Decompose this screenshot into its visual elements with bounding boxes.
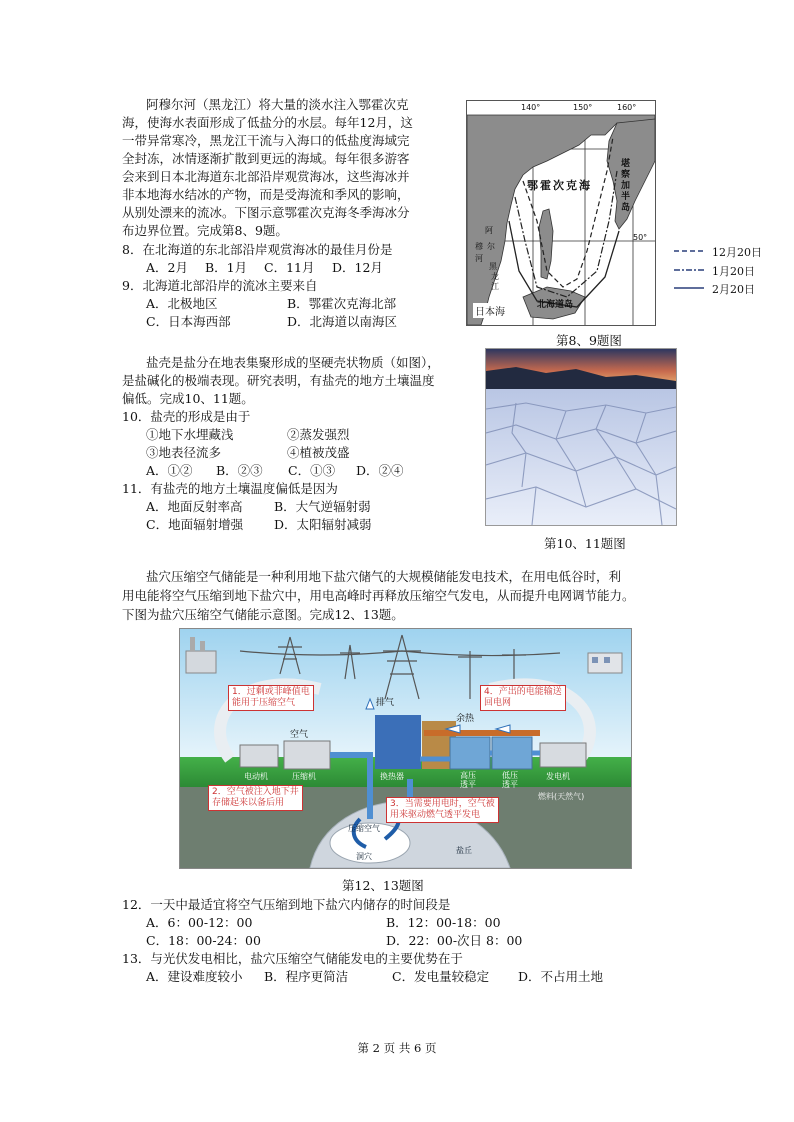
question-stem: 8．在北海道的东北部沿岸观赏海冰的最佳月份是 — [122, 242, 393, 257]
passage-1-line: 从别处漂来的流冰。下图示意鄂霍次克海冬季海冰分 — [122, 205, 410, 220]
option-c[interactable]: C．地面辐射增强 — [146, 517, 244, 532]
option-d[interactable]: D．太阳辐射减弱 — [274, 517, 372, 532]
waste-heat-label: 余热 — [456, 714, 475, 724]
option-a[interactable]: A．建设难度较小 — [146, 969, 243, 984]
question-stem: 11．有盐壳的地方土壤温度偏低是因为 — [122, 481, 338, 496]
generator-label: 发电机 — [546, 772, 570, 781]
salt-crust-photo — [485, 348, 677, 526]
legend-label: 12月20日 — [712, 246, 762, 259]
passage-1-line: 会来到日本北海道东北部沿岸观赏海冰，这些海冰并 — [122, 169, 410, 184]
sea-label: 鄂霍次克海 — [527, 179, 592, 192]
option-a[interactable]: A．地面反射率高 — [146, 499, 243, 514]
lon-label: 150° — [573, 103, 593, 112]
salt-dome-label: 盐丘 — [456, 846, 472, 855]
option-b[interactable]: B．程序更简洁 — [264, 969, 349, 984]
option-c[interactable]: C．发电量较稳定 — [392, 969, 490, 984]
river-label: 黑 — [489, 262, 497, 271]
air-in-label: 空气 — [290, 730, 309, 740]
option-b[interactable]: B．12：00-18：00 — [386, 915, 501, 930]
step-2-note: 2．空气被注入地下井 存储起来以备后用 — [208, 785, 303, 811]
map-caption: 第8、9题图 — [556, 333, 622, 348]
passage-2-line: 偏低。完成10、11题。 — [122, 391, 254, 406]
option-b[interactable]: B．鄂霍次克海北部 — [287, 296, 397, 311]
option-b[interactable]: B．大气逆辐射弱 — [274, 499, 371, 514]
statement-item: ③地表径流多 — [146, 445, 222, 460]
passage-1-line: 非本地海水结冰的产物，而是受海流和季风的影响， — [122, 187, 410, 202]
diagram-caption: 第12、13题图 — [342, 878, 424, 893]
option-a[interactable]: A．2月 — [146, 260, 188, 275]
step-3-note: 3．当需要用电时，空气被 用来驱动燃气透平发电 — [386, 797, 499, 823]
fuel-label: 燃料(天然气) — [538, 792, 585, 801]
legend-label: 2月20日 — [712, 283, 755, 296]
step-1-note: 1．过剩或非峰值电 能用于压缩空气 — [228, 685, 314, 711]
option-d[interactable]: D．不占用土地 — [518, 969, 604, 984]
passage-2-line: 是盐碱化的极端表现。研究表明，有盐壳的地方土壤温度 — [122, 373, 435, 388]
lp-turbine-label: 低压 透平 — [502, 771, 518, 789]
statement-item: ②蒸发强烈 — [287, 427, 350, 442]
question-stem: 9．北海道北部沿岸的流冰主要来自 — [122, 278, 318, 293]
legend-lines — [672, 244, 706, 294]
river-label: 河 — [475, 254, 483, 263]
river-label: 江 — [491, 282, 499, 291]
page-footer: 第 2 页 共 6 页 — [357, 1041, 437, 1055]
compressed-air-label: 压缩空气 — [348, 824, 380, 833]
caes-graphic — [180, 629, 631, 868]
option-a[interactable]: A．6：00-12：00 — [146, 915, 253, 930]
option-c[interactable]: C．①③ — [288, 463, 336, 478]
step-4-note: 4．产出的电能输送 回电网 — [480, 685, 566, 711]
passage-3-line: 用电能将空气压缩到地下盐穴中，用电高峰时再释放压缩空气发电，从而提升电网调节能力。 — [122, 588, 635, 603]
passage-3-line: 盐穴压缩空气储能是一种利用地下盐穴储气的大规模储能发电技术，在用电低谷时，利 — [146, 569, 622, 584]
option-a[interactable]: A．①② — [146, 463, 193, 478]
motor-label: 电动机 — [244, 772, 268, 781]
japan-sea-label: 日本海 — [473, 303, 507, 318]
question-stem: 13．与光伏发电相比，盐穴压缩空气储能发电的主要优势在于 — [122, 951, 463, 966]
question-stem: 10．盐壳的形成是由于 — [122, 409, 251, 424]
lon-label: 160° — [617, 103, 637, 112]
statement-item: ①地下水埋藏浅 — [146, 427, 234, 442]
lon-label: 140° — [521, 103, 541, 112]
hp-turbine-label: 高压 透平 — [460, 771, 476, 789]
river-label: 穆 — [475, 242, 483, 251]
peninsula-label: 堪察加半岛 — [621, 159, 631, 213]
caes-diagram — [179, 628, 632, 869]
option-b[interactable]: B．1月 — [205, 260, 248, 275]
option-d[interactable]: D．12月 — [332, 260, 383, 275]
option-c[interactable]: C．日本海西部 — [146, 314, 231, 329]
photo-caption: 第10、11题图 — [544, 536, 626, 551]
passage-1-line: 阿穆尔河（黑龙江）将大量的淡水注入鄂霍次克 — [146, 97, 409, 112]
river-label: 龙 — [491, 272, 499, 281]
option-c[interactable]: C．11月 — [264, 260, 315, 275]
question-stem: 12．一天中最适宜将空气压缩到地下盐穴内储存的时间段是 — [122, 897, 451, 912]
hokkaido-label: 北海道岛 — [537, 300, 574, 310]
river-label: 阿 — [485, 226, 493, 235]
statement-item: ④植被茂盛 — [287, 445, 350, 460]
option-a[interactable]: A．北极地区 — [146, 296, 218, 311]
passage-2-line: 盐壳是盐分在地表集聚形成的坚硬壳状物质（如图）， — [146, 355, 440, 370]
option-d[interactable]: D．22：00-次日 8：00 — [386, 933, 523, 948]
option-d[interactable]: D．②④ — [356, 463, 404, 478]
option-d[interactable]: D．北海道以南海区 — [287, 314, 398, 329]
exhaust-label: 排气 — [376, 698, 395, 708]
lat-label: 50° — [633, 233, 648, 242]
option-b[interactable]: B．②③ — [216, 463, 263, 478]
salt-crust-graphic — [486, 349, 676, 525]
passage-1-line: 全封冻，冰情逐渐扩散到更远的海域。每年很多游客 — [122, 151, 410, 166]
passage-1-line: 布边界位置。完成第8、9题。 — [122, 223, 288, 238]
river-label: 尔 — [487, 242, 495, 251]
passage-1-line: 一带异常寒冷，黑龙江干流与入海口的低盐度海域完 — [122, 133, 410, 148]
option-c[interactable]: C．18：00-24：00 — [146, 933, 261, 948]
cavern-label: 洞穴 — [356, 852, 372, 861]
okhotsk-ice-map — [466, 100, 656, 326]
compressor-label: 压缩机 — [292, 772, 316, 781]
legend-label: 1月20日 — [712, 265, 755, 278]
passage-1-line: 海，使海水表面形成了低盐分的水层。每年12月，这 — [122, 115, 413, 130]
heat-exchanger-label: 换热器 — [380, 772, 404, 781]
passage-3-line: 下图为盐穴压缩空气储能示意图。完成12、13题。 — [122, 607, 404, 622]
